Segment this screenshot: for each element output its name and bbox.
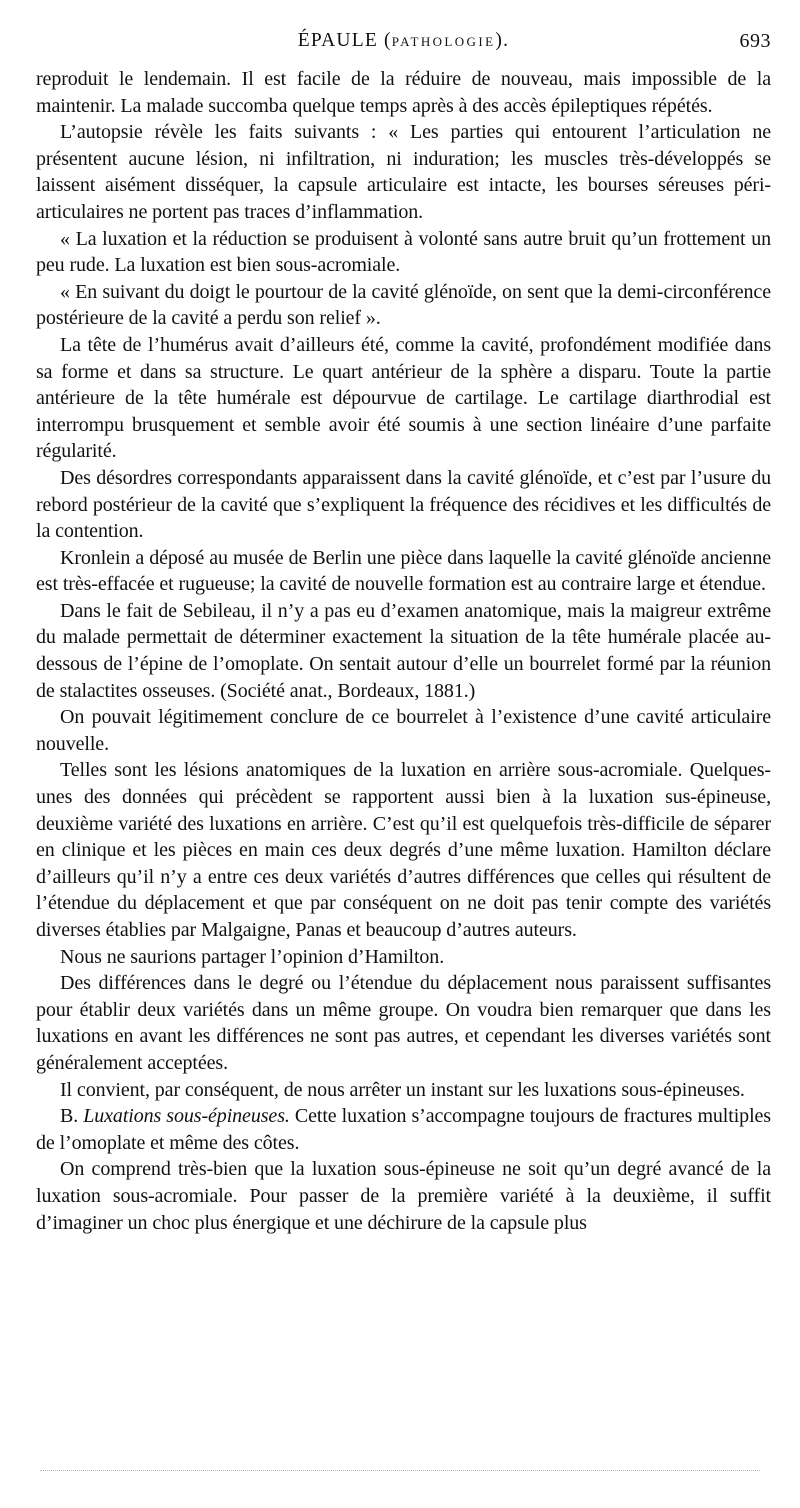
bottom-margin-specks [40, 1470, 760, 1472]
paragraph-comprend: On comprend très-bien que la luxation sous-épineuse ne soit qu’un degré avancé de la luxation sous-acromiale. Pour passer de la première variété à la deuxième, il suffit d’imaginer un choc plus énergique et une déchirure de la capsule plus [36, 1158, 771, 1234]
paragraph-autopsie: L’autopsie révèle les faits suivants : « Les parties qui entourent l’articulation ne présentent aucune lésion, ni infiltration, ni induration; les muscles très-développés se laissent aisément disséquer, la capsule articulaire est intacte, les bourses séreuses péri-articulaires ne portent pas traces d’inflammation. [36, 121, 771, 223]
paragraph-section-b [36, 1103, 771, 1156]
paragraph-hamilton: Nous ne saurions partager l’opinion d’Hamilton. [60, 945, 445, 968]
paragraph-differences: Des différences dans le degré ou l’étendue du déplacement nous paraissent suffisantes pour établir deux variétés dans un même groupe. On voudra bien remarquer que dans les luxations en avant les différences ne sont pas autres, et cependant les diverses variétés sont généralement acceptées. [36, 972, 771, 1074]
paragraph-tete-humerus: La tête de l’humérus avait d’ailleurs été, comme la cavité, profondément modifiée dans sa forme et dans sa structure. Le quart antérieur de la sphère a disparu. Toute la partie antérieure de la tête humérale est dépourvue de cartilage. Le cartilage diarthrodial est interrompu brusquement et semble avoir été soumis à une section linéaire d’une parfaite régularité. [36, 333, 771, 463]
paragraph-cavite-glenoide: « En suivant du doigt le pourtour de la cavité glénoïde, on sent que la demi-circonférence postérieure de la cavité a perdu son relief ». [36, 280, 771, 330]
title-paren-open: ( [377, 30, 392, 51]
paragraph-lesions: Telles sont les lésions anatomiques de la luxation en arrière sous-acromiale. Quelques-unes des données qui précèdent se rapportent aussi bien à la luxation sus-épineuse, deuxième variété des luxations en arrière. C’est qu’il est quelquefois très-difficile de séparer en clinique et les pièces en main ces deux degrés d’une même luxation. Hamilton déclare d’ailleurs qu’il n’y a entre ces deux variétés d’autres différences que celles qui résultent de l’étendue du déplacement et que par conséquent on ne doit pas tenir compte des variétés diverses établies par Malgaigne, Panas et beaucoup d’autres auteurs. [36, 759, 771, 941]
section-b-title: Luxations sous-épineuses. [83, 1105, 290, 1128]
title-main: ÉPAULE [297, 30, 378, 51]
paragraph-convient: Il convient, par conséquent, de nous arrêter un instant sur les luxations sous-épineuses. [60, 1078, 745, 1101]
running-title [36, 30, 771, 52]
paragraph-kronlein: Kronlein a déposé au musée de Berlin une pièce dans laquelle la cavité glénoïde ancienne est très-effacée et rugueuse; la cavité de nouvelle formation est au contraire large et étendue. [36, 546, 771, 596]
section-b-label: B. [60, 1105, 84, 1128]
running-head [36, 30, 771, 58]
paragraph-luxation-reduction: « La luxation et la réduction se produisent à volonté sans autre bruit qu’un frottement un peu rude. La luxation est bien sous-acromiale. [36, 227, 771, 277]
page-number: 693 [739, 30, 771, 52]
paragraph-bourrelet: On pouvait légitimement conclure de ce bourrelet à l’existence d’une cavité articulaire nouvelle. [36, 706, 771, 755]
paragraph-desordres: Des désordres correspondants apparaissent dans la cavité glénoïde, et c’est par l’usure du rebord postérieur de la cavité que s’expliquent la fréquence des récidives et les difficultés de la contention. [36, 466, 771, 543]
title-paren-close: ). [495, 30, 510, 51]
paragraph-sebileau: Dans le fait de Sebileau, il n’y a pas eu d’examen anatomique, mais la maigreur extrême du malade permettait de déterminer exactement la situation de la tête humérale placée au-dessous de l’épine de l’omoplate. On sentait autour d’elle un bourrelet formé par la réunion de stalactites osseuses. (Société anat., Bordeaux, 1881.) [36, 599, 771, 702]
title-sub: PATHOLOGIE [391, 34, 496, 49]
paragraph-continued: reproduit le lendemain. Il est facile de la réduire de nouveau, mais impossible de la maintenir. La malade succomba quelque temps après à des accès épileptiques répétés. [36, 68, 771, 117]
section-b-text: Cette luxation s’accompagne toujours de fractures multiples de l’omoplate et même des côtes. [36, 1105, 771, 1154]
body-text [36, 66, 771, 1236]
